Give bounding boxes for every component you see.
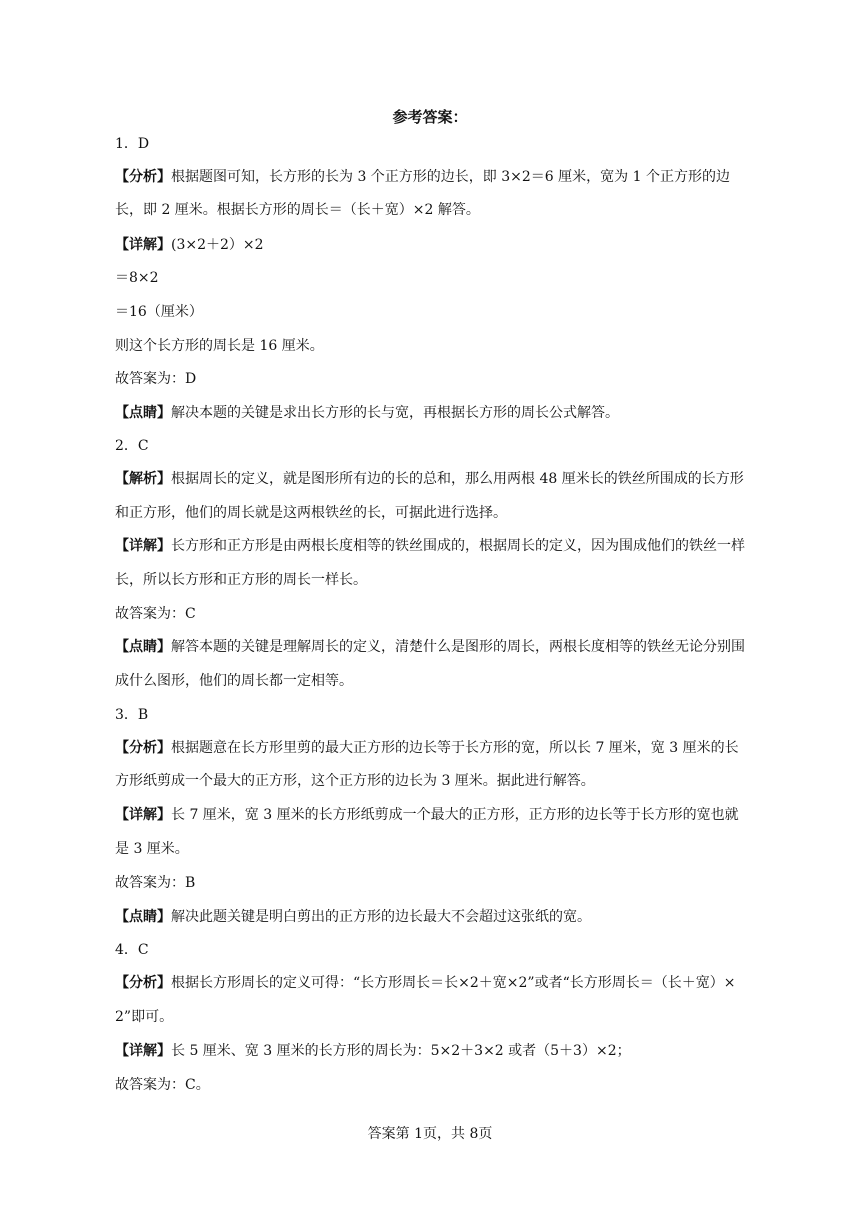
q3-detail-tag: 【详解】 [115, 807, 171, 824]
q3-number: 3．B [115, 707, 149, 724]
q2-tip-text: 解答本题的关键是理解周长的定义，清楚什么是图形的周长，两根长度相等的铁丝无论分别围成什么图形，他们的周长都一定相等。 [115, 639, 745, 689]
q3-analysis-text: 根据题意在长方形里剪的最大正方形的边长等于长方形的宽，所以长 7 厘米，宽 3 厘米的长方形纸剪成一个最大的正方形，这个正方形的边长为 3 厘米。据此进行解答。 [115, 739, 739, 790]
q4-detail-text: 长 5 厘米、宽 3 厘米的长方形的周长为：5×2＋3×2 或者（5＋3）×2； [171, 1043, 631, 1060]
q1-tip-tag: 【点睛】 [115, 404, 171, 421]
page-footer: 答案第 1页，共 8页 [367, 1126, 493, 1142]
q2-tip [115, 631, 745, 698]
q3-analysis-tag: 【分析】 [115, 739, 171, 756]
q2-detail-tag: 【详解】 [115, 538, 171, 555]
q3-answer: 故答案为：B [115, 875, 196, 892]
q1-tip-text: 解决本题的关键是求出长方形的长与宽，再根据长方形的周长公式解答。 [171, 404, 619, 421]
q1-step2: ＝16（厘米） [115, 303, 203, 320]
q2-analysis [115, 463, 745, 530]
q1-conclusion: 则这个长方形的周长是 16 厘米。 [115, 337, 324, 354]
q2-tip-tag: 【点睛】 [115, 639, 171, 656]
q1-detail-tag: 【详解】 [115, 236, 171, 253]
answer-content [115, 133, 745, 1107]
q2-detail [115, 530, 745, 597]
q4-analysis [115, 967, 745, 1034]
q2-analysis-text: 根据周长的定义，就是图形所有边的长的总和，那么用两根 48 厘米长的铁丝所围成的长方形和正方形，他们的周长就是这两根铁丝的长，可据此进行选择。 [115, 471, 744, 521]
q1-detail [115, 234, 745, 256]
q1-detail-text: (3×2＋2）×2 [171, 236, 264, 253]
q2-answer: 故答案为：C [115, 606, 196, 623]
q2-number: 2．C [115, 438, 149, 455]
q3-analysis [115, 732, 745, 799]
q2-detail-text: 长方形和正方形是由两根长度相等的铁丝围成的，根据周长的定义，因为围成他们的铁丝一样长，所以长方形和正方形的周长一样长。 [115, 538, 745, 588]
q4-analysis-text: 根据长方形周长的定义可得：“长方形周长＝长×2＋宽×2”或者“长方形周长＝（长＋宽）×2”即可。 [115, 975, 736, 1025]
q3-detail-text: 长 7 厘米，宽 3 厘米的长方形纸剪成一个最大的正方形，正方形的边长等于长方形的宽也就是 3 厘米。 [115, 807, 739, 857]
q1-analysis-tag: 【分析】 [115, 168, 171, 185]
q2-analysis-tag: 【解析】 [115, 471, 171, 488]
q4-analysis-tag: 【分析】 [115, 975, 171, 992]
q3-detail [115, 799, 745, 866]
q1-tip [115, 402, 745, 424]
q1-analysis [115, 161, 745, 228]
q4-detail-tag: 【详解】 [115, 1043, 171, 1060]
q4-answer: 故答案为：C。 [115, 1076, 210, 1093]
page-title: 参考答案： [392, 108, 468, 126]
q1-step1: ＝8×2 [115, 270, 159, 287]
q3-tip-text: 解决此题关键是明白剪出的正方形的边长最大不会超过这张纸的宽。 [171, 908, 591, 925]
q4-number: 4．C [115, 942, 149, 959]
q1-answer: 故答案为：D [115, 371, 197, 388]
q1-number: 1．D [115, 136, 150, 152]
q3-tip [115, 906, 745, 928]
q1-analysis-text: 根据题图可知，长方形的长为 3 个正方形的边长，即 3×2＝6 厘米，宽为 1 个正方形的边长，即 2 厘米。根据长方形的周长＝（长＋宽）×2 解答。 [115, 168, 730, 219]
q4-detail [115, 1040, 745, 1062]
q3-tip-tag: 【点睛】 [115, 908, 171, 925]
